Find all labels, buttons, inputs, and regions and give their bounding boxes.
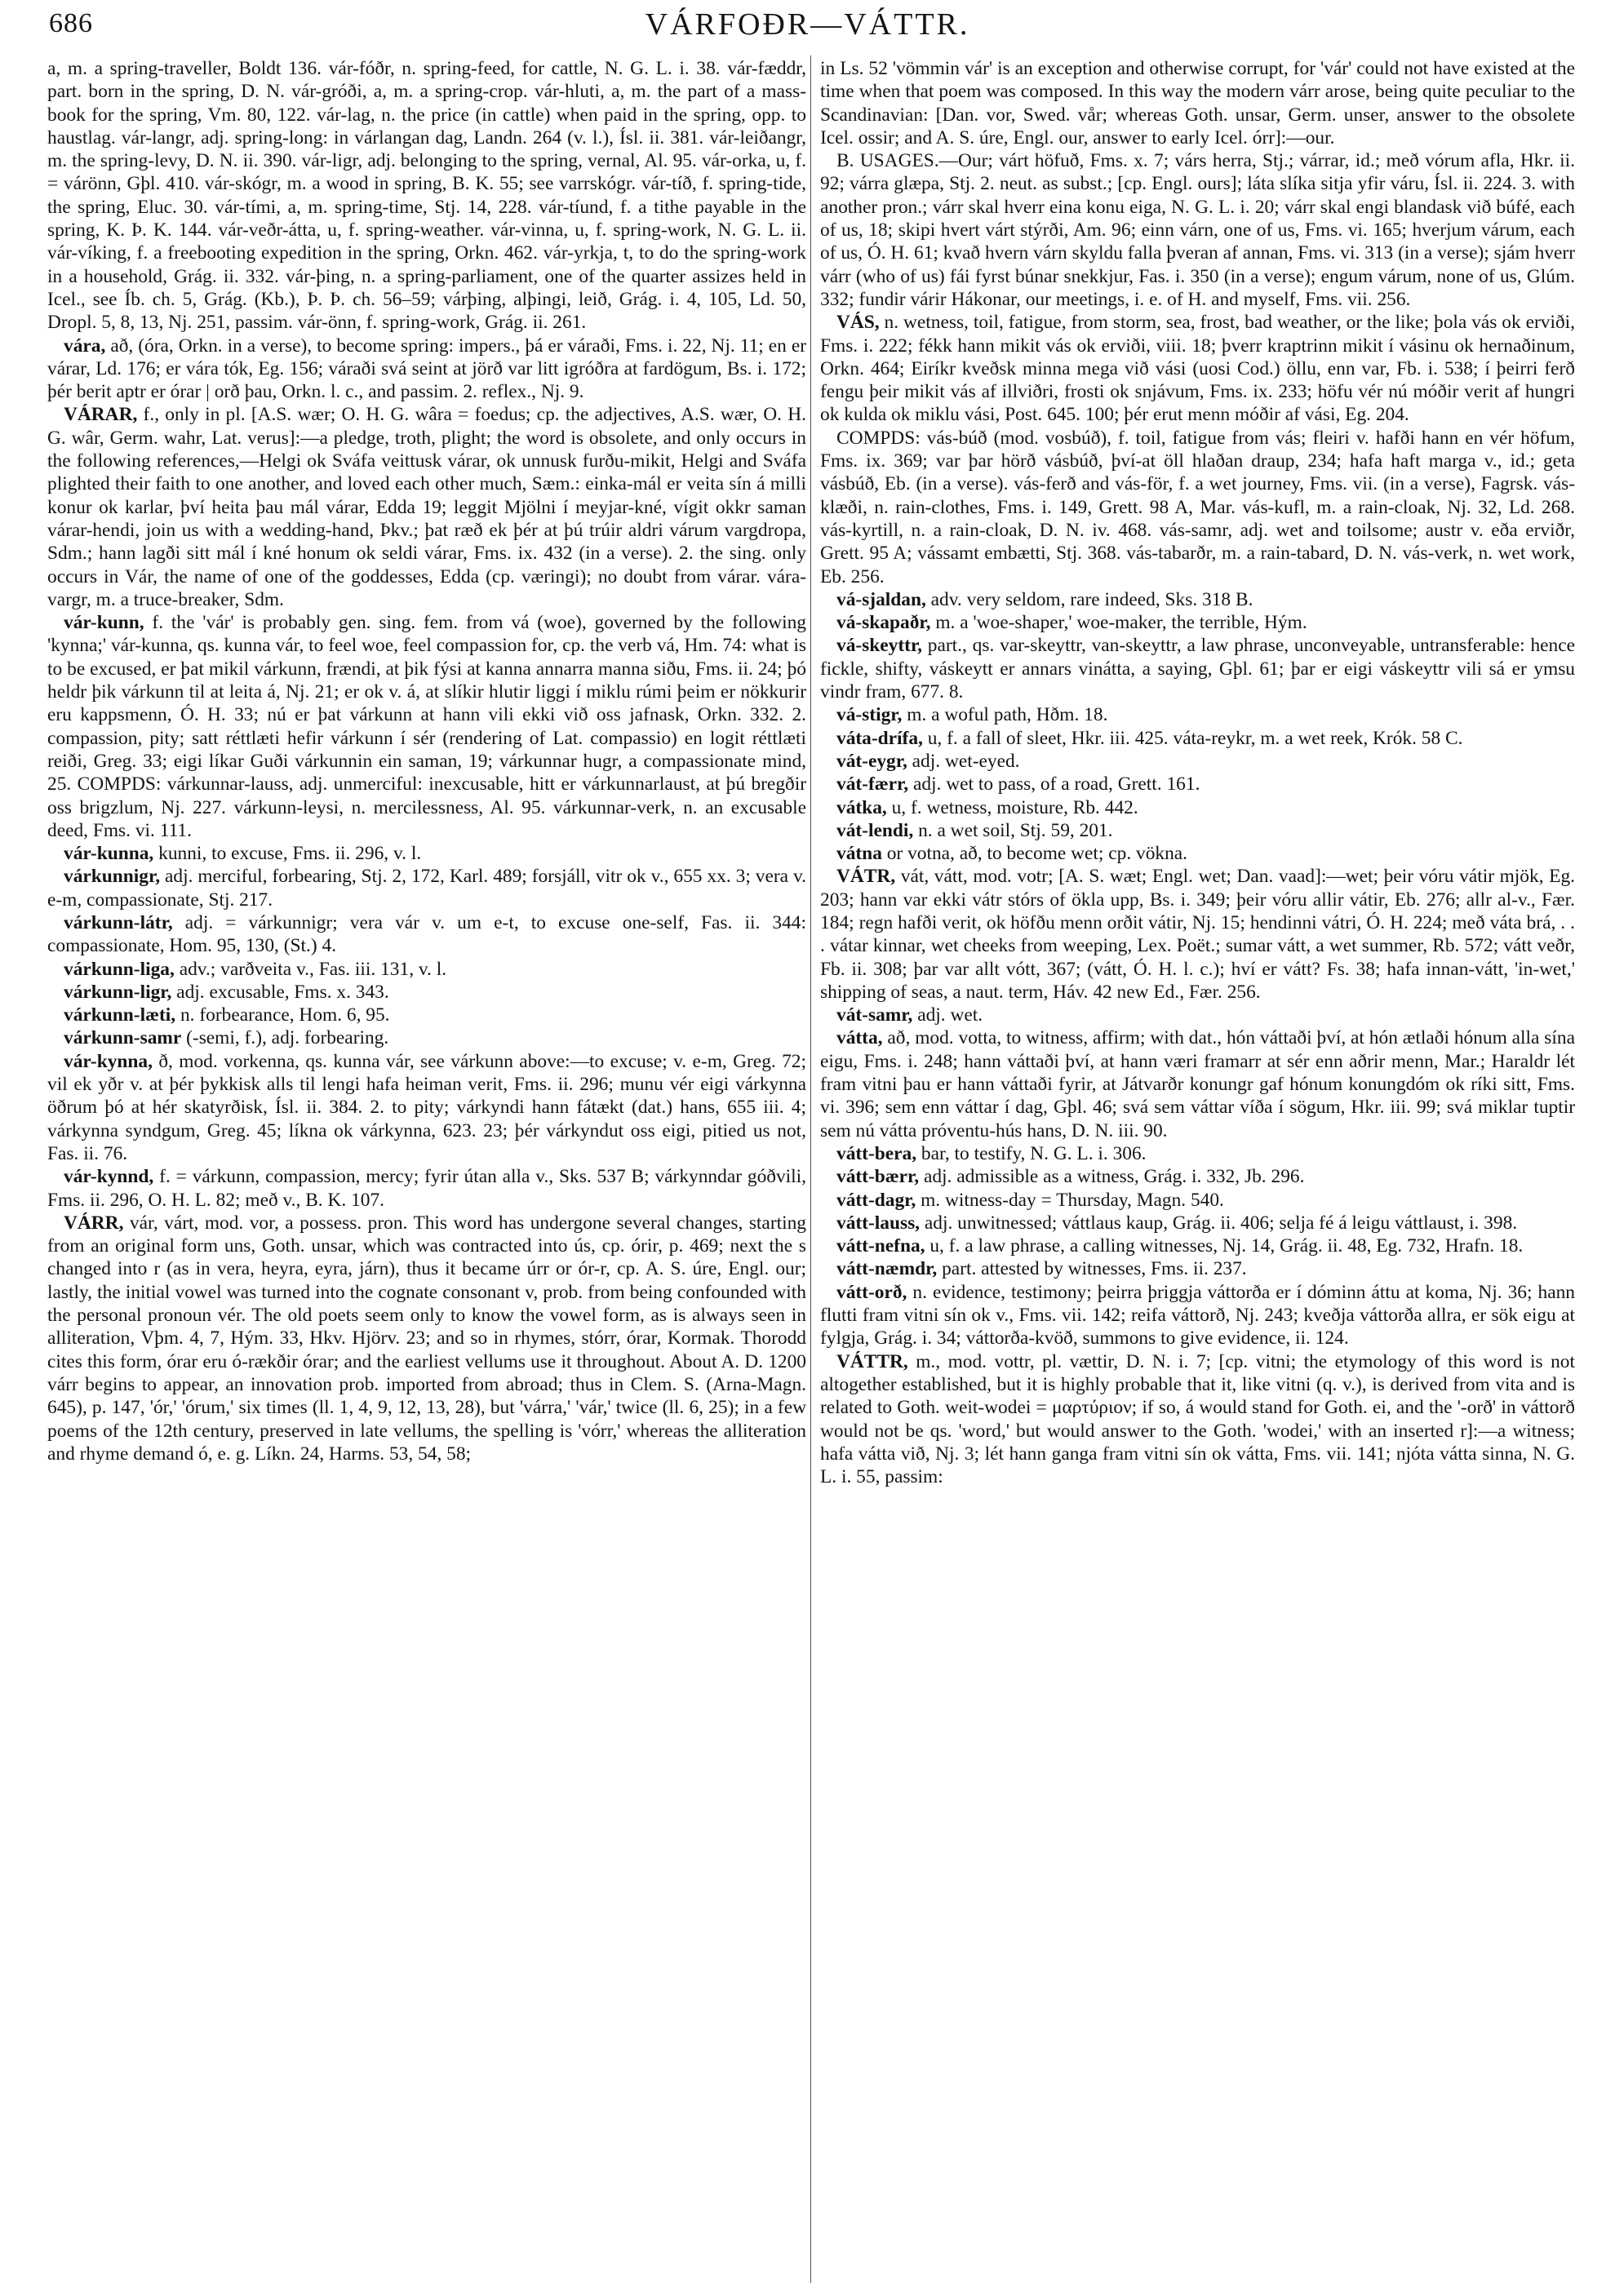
entry-text: n. forbearance, Hom. 6, 95. (175, 1004, 390, 1026)
entry-headword: VÁS, (836, 312, 880, 334)
entry-text: n. evidence, testimony; þeirra þriggja váttorða er í dóminn áttu at koma, Nj. 36; hann flutti fram vitni sín ok v., Fms. vii. 142; reifa váttorð, Nj. 243; kveðja váttorða allra, er sök eigu at fylgja, Grág. i. 34; váttorða-kvöð, summons to give evidence, ii. 124. (820, 1281, 1575, 1350)
entry-text: adj. unwitnessed; váttlaus kaup, Grág. ii. 406; selja fé á leigu váttlaust, i. 398. (920, 1212, 1518, 1234)
left-column (47, 57, 806, 2285)
dictionary-entry (820, 1004, 1575, 1026)
entry-headword: vátt-nefna, (836, 1235, 925, 1257)
entry-text: kunni, to excuse, Fms. ii. 296, v. l. (153, 843, 422, 865)
dictionary-entry (820, 727, 1575, 750)
entry-text: f., only in pl. [A.S. wær; O. H. G. wâra = foedus; cp. the adjectives, A.S. wær, O. H. G. wâr, Germ. wahr, Lat. verus]:—a pledge, troth, plight; the word is obsolete, and only occurs in the following references,—Helgi ok Sváfa veittusk várar, ok unnusk furðu-mikit, Helgi and Sváfa plighted their faith to one another, and loved each other much, Sæm.: einka-mál er veita sín á milli konur ok karlar, því heita þau mál várar, Edda 19; leggit Mjölni í meyjar-kné, vígit okkr saman várar-hendi, join us with a wedding-hand, Þkv.; þat ræð ek þér at þú trúir aldri várum vargdropa, Sdm.; hann lagði sitt mál í kné honum ok seldi várar, Fms. ix. 432 (in a verse). 2. the sing. only occurs in Vár, the name of one of the goddesses, Edda (cp. væringi); no doubt from várar. vára-vargr, m. a truce-breaker, Sdm. (47, 404, 806, 610)
entry-text: að, (óra, Orkn. in a verse), to become spring: impers., þá er váraði, Fms. i. 22, Nj. 11; en er várar, Ld. 176; er vára tók, Eg. 156; váraði svá seint at jörð var litt igróðra at fardögum, Bs. i. 172; þér berit aptr er órar | orð þau, Orkn. l. c., and passim. 2. reflex., Nj. 9. (47, 335, 806, 403)
entry-headword: vá-stigr, (836, 704, 903, 726)
entry-headword: vátt-orð, (836, 1281, 907, 1303)
entry-text: u, f. a fall of sleet, Hkr. iii. 425. váta-reykr, m. a wet reek, Krók. 58 C. (922, 727, 1463, 749)
entry-text: adj. excusable, Fms. x. 343. (171, 981, 389, 1003)
entry-text: m. a 'woe-shaper,' woe-maker, the terrible, Hým. (930, 612, 1307, 634)
entry-headword: vát-færr, (836, 773, 909, 796)
entry-text: adj. admissible as a witness, Grág. i. 332, Jb. 296. (919, 1166, 1305, 1188)
entry-text: f. the 'vár' is probably gen. sing. fem. from vá (woe), governed by the following 'kynna;' vár-kunna, qs. kunna vár, to feel woe, feel compassion for, cp. the verb vá, Hm. 74: what is to be excused, er þat mikil várkunn, frændi, at þik fýsi at kanna annarra manna siðu, Fms. ii. 24; þó heldr þik várkunn til at leita á, Nj. 21; er ok v. á, at slíkir hlutir liggi í miklu rúmi þeim er nökkurir eru kappsmenn, Ó. H. 33; nú er þat várkunn at hann vili ekki við oss jafnask, Orkn. 332. 2. compassion, pity; satt réttlæti hefir várkunn í sér (rendering of Lat. compassio) en logit réttlæti reiði, Greg. 33; eigi líkar Guði várkunnin ein saman, 19; várkunnar hugr, a compassionate mind, 25. COMPDS: várkunnar-lauss, adj. unmerciful: inexcusable, hitt er várkunnarlaust, at þú bregðir oss brigzlum, Nj. 227. várkunn-leysi, n. mercilessness, Al. 95. várkunnar-verk, n. an excusable deed, Fms. vi. 111. (47, 612, 806, 841)
entry-headword: VÁRAR, (64, 404, 138, 426)
dictionary-entry (820, 588, 1575, 611)
dictionary-entry (820, 1165, 1575, 1188)
entry-headword: vátt-dagr, (836, 1189, 916, 1211)
dictionary-entry (820, 1281, 1575, 1350)
dictionary-entry (820, 1142, 1575, 1165)
entry-headword: váta-drífa, (836, 727, 923, 749)
entry-text: part. attested by witnesses, Fms. ii. 237. (937, 1258, 1247, 1280)
dictionary-entry (47, 865, 806, 911)
dictionary-entry (820, 427, 1575, 588)
dictionary-entry (47, 1050, 806, 1165)
dictionary-entry (820, 611, 1575, 634)
dictionary-entry (820, 1212, 1575, 1234)
entry-headword: vár-kunna, (64, 843, 154, 865)
page-number: 686 (49, 8, 93, 38)
dictionary-entry (820, 796, 1575, 819)
right-column (820, 57, 1575, 2285)
dictionary-entry (47, 403, 806, 611)
dictionary-entry (47, 1212, 806, 1465)
dictionary-entry (820, 773, 1575, 796)
entry-text: adj. wet-eyed. (907, 750, 1020, 772)
entry-text: n. a wet soil, Stj. 59, 201. (913, 819, 1113, 841)
dictionary-entry (820, 865, 1575, 1004)
entry-headword: vá-sjaldan, (836, 588, 926, 610)
entry-text: in Ls. 52 'vömmin vár' is an exception and otherwise corrupt, for 'vár' could not have existed at the time when that poem was composed. In this way the modern várr arose, being quite peculiar to the Scandinavian: [Dan. vor, Swed. vår; whereas Goth. unsar, Germ. unser, answer to the obsolete Icel. ossir; and A. S. úre, Engl. our, answer to early Icel. órr]:—our. (820, 58, 1575, 148)
entry-text: ð, mod. vorkenna, qs. kunna vár, see várkunn above:—to excuse; v. e-m, Greg. 72; vil ek yðr v. at þér þykkisk alls til lengi hafa heiman verit, Fms. ii. 296; munu vér eigi várkynna öðrum þó at hér skatyrðisk, Ísl. ii. 384. 2. to pity; várkyndi hann fátækt (dat.) hans, 655 iii. 4; várkynna syndgum, Greg. 45; líkna ok várkynna, 623. 23; þér várkyndut oss eigi, pitied us not, Fas. ii. 76. (47, 1050, 806, 1164)
page-header (0, 0, 1615, 51)
entry-headword: vátka, (836, 796, 887, 818)
dictionary-entry (47, 57, 806, 335)
entry-text: u, f. a law phrase, a calling witnesses, Nj. 14, Grág. ii. 48, Eg. 732, Hrafn. 18. (925, 1235, 1524, 1257)
dictionary-entry (820, 1350, 1575, 1489)
entry-text: COMPDS: vás-búð (mod. vosbúð), f. toil, fatigue from vás; fleiri v. hafði hann en vér höfum, Fms. ix. 369; var þar hörð vásbúð, því-at öll hlaðan draup, 234; hafa haft marga v., id.; geta vásbúð, Eb. (in a verse). vás-ferð and vás-för, f. a wet journey, Fms. vii. (in a verse), Fagrsk. vás-klæði, n. rain-clothes, Fms. i. 149, Grett. 98 A, Mar. vás-kufl, m. a rain-cloak, Nj. 32, Ld. 268. vás-kyrtill, n. a rain-cloak, D. N. iv. 468. vás-samr, adj. wet and toilsome; austr v. eða erviðr, Grett. 95 A; vássamt embætti, Stj. 368. vás-tabarðr, m. a rain-tabard, D. N. vás-verk, n. wet work, Eb. 256. (820, 427, 1575, 587)
entry-headword: vá-skeyttr, (836, 635, 923, 657)
entry-headword: várkunn-látr, (64, 911, 173, 933)
dictionary-entry (820, 819, 1575, 842)
entry-headword: várkunn-ligr, (64, 981, 172, 1003)
entry-headword: vátta, (836, 1027, 883, 1049)
entry-text: adj. wet. (912, 1004, 983, 1026)
entry-headword: vá-skapaðr, (836, 612, 931, 634)
entry-text: bar, to testify, N. G. L. i. 306. (916, 1142, 1147, 1164)
entry-text: (-semi, f.), adj. forbearing. (181, 1027, 389, 1049)
dictionary-entry (47, 335, 806, 404)
running-title: VÁRFOÐR—VÁTTR. (645, 7, 970, 42)
dictionary-entry (820, 1234, 1575, 1257)
entry-headword: várkunn-liga, (64, 958, 175, 980)
entry-headword: vátt-næmdr, (836, 1258, 938, 1280)
entry-text: adj. = várkunnigr; vera vár v. um e-t, to excuse one-self, Fas. ii. 344: compassionate, Hom. 95, 130, (St.) 4. (47, 911, 806, 957)
entry-text: or votna, að, to become wet; cp. vökna. (881, 843, 1188, 865)
entry-text: part., qs. var-skeyttr, van-skeyttr, a law phrase, unconveyable, untransferable: hence fickle, shifty, váskeytt er annars vinátta, a saying, Gþl. 61; þar er eigi váskeyttr vili sá er ymsu vindr fram, 677. 8. (820, 635, 1575, 703)
dictionary-entry (820, 1026, 1575, 1141)
entry-text: m. witness-day = Thursday, Magn. 540. (916, 1189, 1224, 1211)
entry-headword: vát-samr, (836, 1004, 913, 1026)
column-divider (810, 55, 811, 2283)
entry-text: að, mod. votta, to witness, affirm; with dat., hón váttaði því, at hón ætlaði hónum alla sína eigu, Fms. i. 248; hann váttaði því, at hann væri framarr at sér enn aðrir menn, Mar.; Haraldr lét fram vitni þau er hann váttaði fyrir, at Játvarðr konungr gaf hónum konungdóm ok ríki sitt, Fms. vi. 396; sem enn váttar í dag, Gþl. 46; svá sem váttar víða í sögum, Hkr. iii. 99; svá miklar tuptir sem nú vátta próventu-hús hans, D. N. iii. 90. (820, 1027, 1575, 1141)
dictionary-entry (47, 958, 806, 981)
dictionary-entry (820, 149, 1575, 311)
entry-headword: VÁRR, (64, 1212, 124, 1234)
dictionary-entry (47, 981, 806, 1004)
entry-text: a, m. a spring-traveller, Boldt 136. vár-fóðr, n. spring-feed, for cattle, N. G. L. i. 38. vár-fæddr, part. born in the spring, D. N. vár-gróði, a, m. a spring-crop. vár-hluti, a, m. the part of a mass-book for the spring, Vm. 80, 122. vár-lag, n. the price (in cattle) when paid in the spring, opp. to haustlag. vár-langr, adj. spring-long: in várlangan dag, Landn. 264 (v. l.), Ísl. ii. 381. vár-leiðangr, m. the spring-levy, D. N. ii. 390. vár-ligr, adj. belonging to the spring, vernal, Al. 95. vár-orka, u, f. = várönn, Gþl. 410. vár-skógr, m. a wood in spring, B. K. 55; see varrskógr. vár-tíð, f. spring-tide, the spring, Eluc. 30. vár-tími, a, m. spring-time, Stj. 14, 228. vár-tíund, f. a tithe payable in the spring, K. Þ. K. 144. vár-veðr-átta, u, f. spring-weather. vár-vinna, u, f. spring-work, N. G. L. ii. vár-víking, f. a freebooting expedition in the spring, Orkn. 462. vár-yrkja, t, to do the spring-work in a household, Grág. ii. 332. vár-þing, n. a spring-parliament, one of the quarter assizes held in Icel., see Íb. ch. 5, Grág. (Kb.), Þ. Þ. ch. 56–59; várþing, alþingi, leið, Grág. i. 4, 105, Ld. 50, Dropl. 5, 8, 13, Nj. 251, passim. vár-önn, f. spring-work, Grág. ii. 261. (47, 58, 806, 334)
entry-headword: vár-kynna, (64, 1050, 153, 1072)
dictionary-entry (820, 750, 1575, 773)
dictionary-entry (820, 703, 1575, 726)
entry-headword: vátt-bera, (836, 1142, 917, 1164)
dictionary-entry (47, 842, 806, 865)
entry-headword: vára, (64, 335, 106, 357)
entry-headword: VÁTR, (836, 866, 896, 888)
dictionary-entry (820, 311, 1575, 426)
entry-headword: várkunn-samr (64, 1027, 182, 1049)
dictionary-entry (820, 634, 1575, 703)
dictionary-entry (47, 1026, 806, 1049)
entry-text: adj. wet to pass, of a road, Grett. 161. (908, 773, 1200, 796)
entry-text: adv. very seldom, rare indeed, Sks. 318 B. (925, 588, 1253, 610)
entry-text: m., mod. vottr, pl. vættir, D. N. i. 7; [cp. vitni; the etymology of this word is not altogether established, but it is highly probable that it, like vitni (q. v.), is derived from vita and is related to Goth. weit-wodei = μαρτύριον; if so, á would stand for Goth. ei, and the '-orð' in váttorð would not be qs. 'word,' but would answer to the Goth. 'wodei,' with an inserted r]:—a witness; hafa vátta við, Nj. 3; lét hann ganga fram vitni sín ok vátta, Fms. vii. 141; njóta vátta sinna, N. G. L. i. 55, passim: (820, 1350, 1575, 1488)
entry-headword: vát-lendi, (836, 819, 914, 841)
dictionary-entry (47, 611, 806, 842)
entry-text: n. wetness, toil, fatigue, from storm, sea, frost, bad weather, or the like; þola vás ok erviði, Fms. i. 222; fékk hann mikit vás ok erviði, viii. 18; þverr kraptrinn mikit í vásinu ok hernaðinum, Orkn. 464; Eiríkr kveðsk minna mega við vási (uosi Cod.) öllu, enn var, Fb. i. 538; í þeirri ferð fengu þeir mikit vás af illviðri, frosti ok snjávum, Fms. ix. 233; höfu vér nú móðir verit af hungri ok kulda ok miklu vási, Post. 645. 100; þér erut menn móðir af vási, Eg. 204. (820, 312, 1575, 426)
entry-text: B. USAGES.—Our; várt höfuð, Fms. x. 7; várs herra, Stj.; várrar, id.; með vórum afla, Hkr. ii. 92; várra glæpa, Stj. 2. neut. as subst.; [cp. Engl. ours]; láta slíka sitja yfir váru, Ísl. ii. 224. 3. with another pron.; várr skal hverr eina konu eiga, N. G. L. i. 20; várr skal engi blandask við búfé, each of us, 18; skipi hvert várt stýrði, Am. 96; einn várn, one of us, Fms. vi. 165; hverjum várum, each of us, Ó. H. 61; kvað hvern várn skyldu falla þveran af annan, Fms. vi. 313 (in a verse); sjám hverr várr (who of us) fái fyrst búnar snekkjur, Fas. i. 350 (in a verse); engum várum, none of us, Glúm. 332; fundir várir Hákonar, our meetings, i. e. of H. and myself, Fms. vii. 256. (820, 150, 1575, 310)
dictionary-entry (820, 842, 1575, 865)
entry-text: vát, vátt, mod. votr; [A. S. wæt; Engl. wet; Dan. vaad]:—wet; þeir vóru vátir mjök, Eg. 203; hann var ekki vátr stórs of ökla upp, Bs. i. 349; þeir vóru allir vátir, Eb. 276; allr al-v., Fær. 184; regn hafði verit, ok höfðu menn orðit vátir, Nj. 15; hendinni vátri, Ó. H. 224; með váta brá, . . . vátar kinnar, wet cheeks from weeping, Lex. Poët.; sumar vátt, a wet summer, Rb. 572; vátt veðr, Fb. ii. 308; þar var allt vótt, 367; (vátt, Ó. H. l. c.); hví er vátt? Fs. 38; hafa innan-vátt, 'in-wet,' shipping of seas, a naut. term, Háv. 42 new Ed., Fær. 256. (820, 866, 1575, 1003)
dictionary-entry (820, 1257, 1575, 1280)
entry-headword: várkunn-læti, (64, 1004, 176, 1026)
dictionary-entry (820, 57, 1575, 149)
entry-text: m. a woful path, Hðm. 18. (902, 704, 1108, 726)
dictionary-entry (47, 1165, 806, 1212)
entry-text: vár, várt, mod. vor, a possess. pron. This word has undergone several changes, starting from an original form uns, Goth. unsar, which was contracted into ús, cp. órir, p. 469; next the s changed into r (as in vera, heyra, eyra, járn), thus it became úrr or ór-r, cp. A. S. úre, Engl. our; lastly, the initial vowel was turned into the cognate consonant v, prob. from being confounded with the personal pronoun vér. The old poets seem only to know the vowel form, as is always seen in alliteration, Vþm. 4, 7, Hým. 33, Hkv. Hjörv. 23; and so in rhymes, stórr, órar, Kormak. Thorodd cites this form, órar eru ó-rækðir órar; and the earliest vellums use it throughout. About A. D. 1200 várr begins to appear, an innovation prob. imported from abroad; thus in Clem. S. (Arna-Magn. 645), p. 147, 'ór,' 'órum,' six times (ll. 1, 4, 9, 12, 13, 28), but 'várra,' 'vár,' twice (ll. 6, 25); in a few poems of the 12th century, preserved in late vellums, the spelling is 'vórr,' whereas the alliteration and rhyme demand ó, e. g. Líkn. 24, Harms. 53, 54, 58; (47, 1212, 806, 1465)
entry-headword: VÁTTR, (836, 1350, 908, 1372)
entry-headword: várkunnigr, (64, 866, 161, 888)
entry-headword: vátna (836, 843, 882, 865)
dictionary-entry (47, 911, 806, 958)
entry-headword: vátt-lauss, (836, 1212, 921, 1234)
entry-text: adj. merciful, forbearing, Stj. 2, 172, Karl. 489; forsjáll, vitr ok v., 655 xx. 3; vera v. e-m, compassionate, Stj. 217. (47, 866, 806, 911)
entry-text: adv.; varðveita v., Fas. iii. 131, v. l. (174, 958, 447, 980)
dictionary-entry (820, 1189, 1575, 1212)
entry-text: u, f. wetness, moisture, Rb. 442. (886, 796, 1138, 818)
entry-text: f. = várkunn, compassion, mercy; fyrir útan alla v., Sks. 537 B; várkynndar góðvili, Fms. ii. 296, O. H. L. 82; með v., B. K. 107. (47, 1166, 806, 1211)
entry-headword: vátt-bærr, (836, 1166, 920, 1188)
entry-headword: vár-kunn, (64, 612, 144, 634)
dictionary-entry (47, 1004, 806, 1026)
entry-headword: vát-eygr, (836, 750, 907, 772)
entry-headword: vár-kynnd, (64, 1166, 154, 1188)
